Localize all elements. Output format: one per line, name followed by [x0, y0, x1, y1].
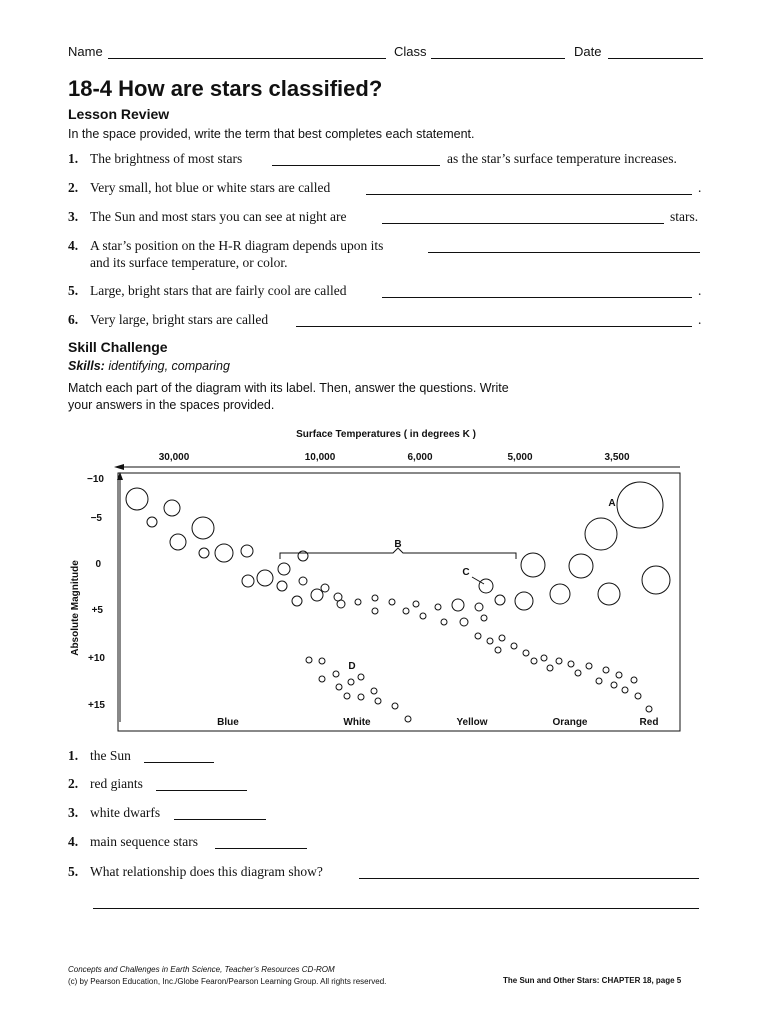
star-marker [575, 670, 581, 676]
question-number: 3. [68, 805, 79, 820]
star-marker [568, 661, 574, 667]
star-marker [355, 599, 361, 605]
answer-blank[interactable] [156, 778, 247, 791]
magnitude-tick: −10 [87, 474, 104, 485]
date-label: Date [574, 44, 602, 59]
star-marker [631, 677, 637, 683]
star-marker [441, 619, 447, 625]
item-number: 3. [68, 209, 79, 224]
star-marker [403, 608, 409, 614]
answer-blank[interactable] [382, 211, 664, 224]
star-marker [541, 655, 547, 661]
item-text-after: stars. [670, 209, 699, 224]
skill-challenge-heading: Skill Challenge [68, 339, 168, 355]
star-marker [319, 676, 325, 682]
answer-blank[interactable] [428, 240, 700, 253]
star-marker [413, 601, 419, 607]
temperature-tick: 30,000 [158, 452, 190, 463]
hr-diagram [68, 420, 688, 740]
star-marker [642, 566, 670, 594]
star-marker [479, 579, 493, 593]
temperature-tick: 3,500 [604, 452, 630, 463]
star-marker [495, 647, 501, 653]
star-marker [495, 595, 505, 605]
magnitude-tick: −5 [90, 513, 102, 524]
question-text: What relationship does this diagram show? [90, 864, 323, 879]
star-marker [499, 635, 505, 641]
star-marker [242, 575, 254, 587]
star-marker [460, 618, 468, 626]
star-marker [487, 638, 493, 644]
star-marker [646, 706, 652, 712]
color-label: Orange [552, 717, 588, 728]
magnitude-tick: +5 [91, 605, 103, 616]
question-number: 4. [68, 834, 79, 849]
star-marker [277, 581, 287, 591]
star-marker [515, 592, 533, 610]
question-text: white dwarfs [90, 805, 161, 820]
star-marker [521, 553, 545, 577]
star-marker [344, 693, 350, 699]
plot-frame [118, 473, 680, 731]
star-marker [405, 716, 411, 722]
temperature-tick: 5,000 [507, 452, 533, 463]
star-marker [337, 600, 345, 608]
item-text: Very large, bright stars are called [90, 312, 269, 327]
instructions-line: your answers in the spaces provided. [68, 398, 275, 412]
instructions-line: Match each part of the diagram with its label. Then, answer the questions. Write [68, 381, 509, 395]
region-label-c: C [462, 567, 470, 578]
header-row [68, 44, 704, 64]
question-number: 5. [68, 864, 79, 879]
color-label: Yellow [456, 717, 488, 728]
star-marker [375, 698, 381, 704]
star-marker [596, 678, 602, 684]
star-marker [392, 703, 398, 709]
star-marker [511, 643, 517, 649]
diagram-title: Surface Temperatures ( in degrees K ) [296, 429, 476, 440]
star-marker [616, 672, 622, 678]
answer-blank[interactable] [144, 750, 214, 763]
color-label: Red [639, 717, 659, 728]
star-marker [311, 589, 323, 601]
star-marker [164, 500, 180, 516]
region-label-d: D [348, 661, 356, 672]
star-markers [126, 482, 670, 722]
temperature-tick: 10,000 [304, 452, 336, 463]
star-marker [321, 584, 329, 592]
page-title: 18-4 How are stars classified? [68, 76, 383, 101]
star-marker [586, 663, 592, 669]
answer-blank[interactable] [215, 836, 307, 849]
star-marker [299, 577, 307, 585]
footer-page-info: The Sun and Other Stars: CHAPTER 18, page 5 [503, 976, 682, 985]
star-marker [358, 674, 364, 680]
item-text-after: . [698, 312, 702, 327]
magnitude-tick: +15 [88, 700, 105, 711]
item-number: 1. [68, 151, 79, 166]
color-label: Blue [217, 717, 239, 728]
item-number: 6. [68, 312, 79, 327]
star-marker [452, 599, 464, 611]
star-marker [523, 650, 529, 656]
star-marker [358, 694, 364, 700]
temperature-tick: 6,000 [407, 452, 433, 463]
skills-value: identifying, comparing [108, 359, 230, 373]
item-text: A star’s position on the H-R diagram depends upon its [90, 238, 384, 253]
star-marker [569, 554, 593, 578]
item-text-after: as the star’s surface temperature increases. [447, 151, 677, 166]
star-marker [199, 548, 209, 558]
star-marker [126, 488, 148, 510]
item-number: 2. [68, 180, 79, 195]
star-marker [170, 534, 186, 550]
answer-blank[interactable] [272, 153, 440, 166]
star-marker [556, 658, 562, 664]
star-marker [617, 482, 663, 528]
star-marker [611, 682, 617, 688]
name-field[interactable] [108, 46, 386, 59]
item-text-after: . [698, 180, 702, 195]
answer-blank[interactable] [366, 182, 692, 195]
lesson-review-heading: Lesson Review [68, 106, 170, 122]
star-marker [389, 599, 395, 605]
item-text: Large, bright stars that are fairly cool are called [90, 283, 347, 298]
question-text: red giants [90, 776, 143, 791]
star-marker [348, 679, 354, 685]
magnitude-tick: 0 [95, 559, 101, 570]
star-marker [336, 684, 342, 690]
question-number: 1. [68, 748, 79, 763]
star-marker [241, 545, 253, 557]
question-text: main sequence stars [90, 834, 198, 849]
star-marker [292, 596, 302, 606]
star-marker [475, 633, 481, 639]
answer-blank[interactable] [93, 896, 699, 909]
region-label-a: A [608, 498, 616, 509]
arrowhead-icon [114, 464, 124, 470]
answer-blank[interactable] [382, 285, 692, 298]
item-number: 5. [68, 283, 79, 298]
star-marker [306, 657, 312, 663]
color-label: White [343, 717, 371, 728]
answer-blank[interactable] [296, 314, 692, 327]
skill-challenge-instructions [68, 380, 568, 414]
item-text-after: . [698, 283, 702, 298]
item-text: Very small, hot blue or white stars are called [90, 180, 331, 195]
lesson-review-instructions: In the space provided, write the term that best completes each statement. [68, 127, 475, 141]
star-marker [147, 517, 157, 527]
answer-blank[interactable] [174, 807, 266, 820]
star-marker [371, 688, 377, 694]
star-marker [215, 544, 233, 562]
star-marker [192, 517, 214, 539]
region-label-b: B [394, 539, 402, 550]
footer-source: Concepts and Challenges in Earth Science, Teacher’s Resources CD-ROM [68, 965, 335, 974]
y-axis-label: Absolute Magnitude [70, 560, 81, 656]
footer-left [68, 964, 386, 988]
star-marker [598, 583, 620, 605]
item-text: The Sun and most stars you can see at night are [90, 209, 347, 224]
skills-label: Skills: [68, 359, 105, 373]
item-number: 4. [68, 238, 79, 253]
answer-blank[interactable] [359, 866, 699, 879]
name-label: Name [68, 44, 103, 59]
star-marker [475, 603, 483, 611]
star-marker [547, 665, 553, 671]
star-marker [550, 584, 570, 604]
star-marker [603, 667, 609, 673]
star-marker [372, 595, 378, 601]
star-marker [257, 570, 273, 586]
star-marker [319, 658, 325, 664]
star-marker [531, 658, 537, 664]
star-marker [372, 608, 378, 614]
star-marker [435, 604, 441, 610]
footer-copyright: (c) by Pearson Education, Inc./Globe Fearon/Pearson Learning Group. All rights reserved. [68, 977, 387, 986]
magnitude-tick: +10 [88, 653, 105, 664]
star-marker [635, 693, 641, 699]
star-marker [333, 671, 339, 677]
item-text: The brightness of most stars [90, 151, 243, 166]
question-number: 2. [68, 776, 79, 791]
item-text-line2: and its surface temperature, or color. [90, 255, 288, 270]
star-marker [585, 518, 617, 550]
star-marker [622, 687, 628, 693]
skills-line [68, 359, 230, 373]
question-text: the Sun [90, 748, 131, 763]
date-field[interactable] [608, 46, 703, 59]
class-field[interactable] [431, 46, 565, 59]
star-marker [420, 613, 426, 619]
class-label: Class [394, 44, 427, 59]
star-marker [481, 615, 487, 621]
star-marker [278, 563, 290, 575]
